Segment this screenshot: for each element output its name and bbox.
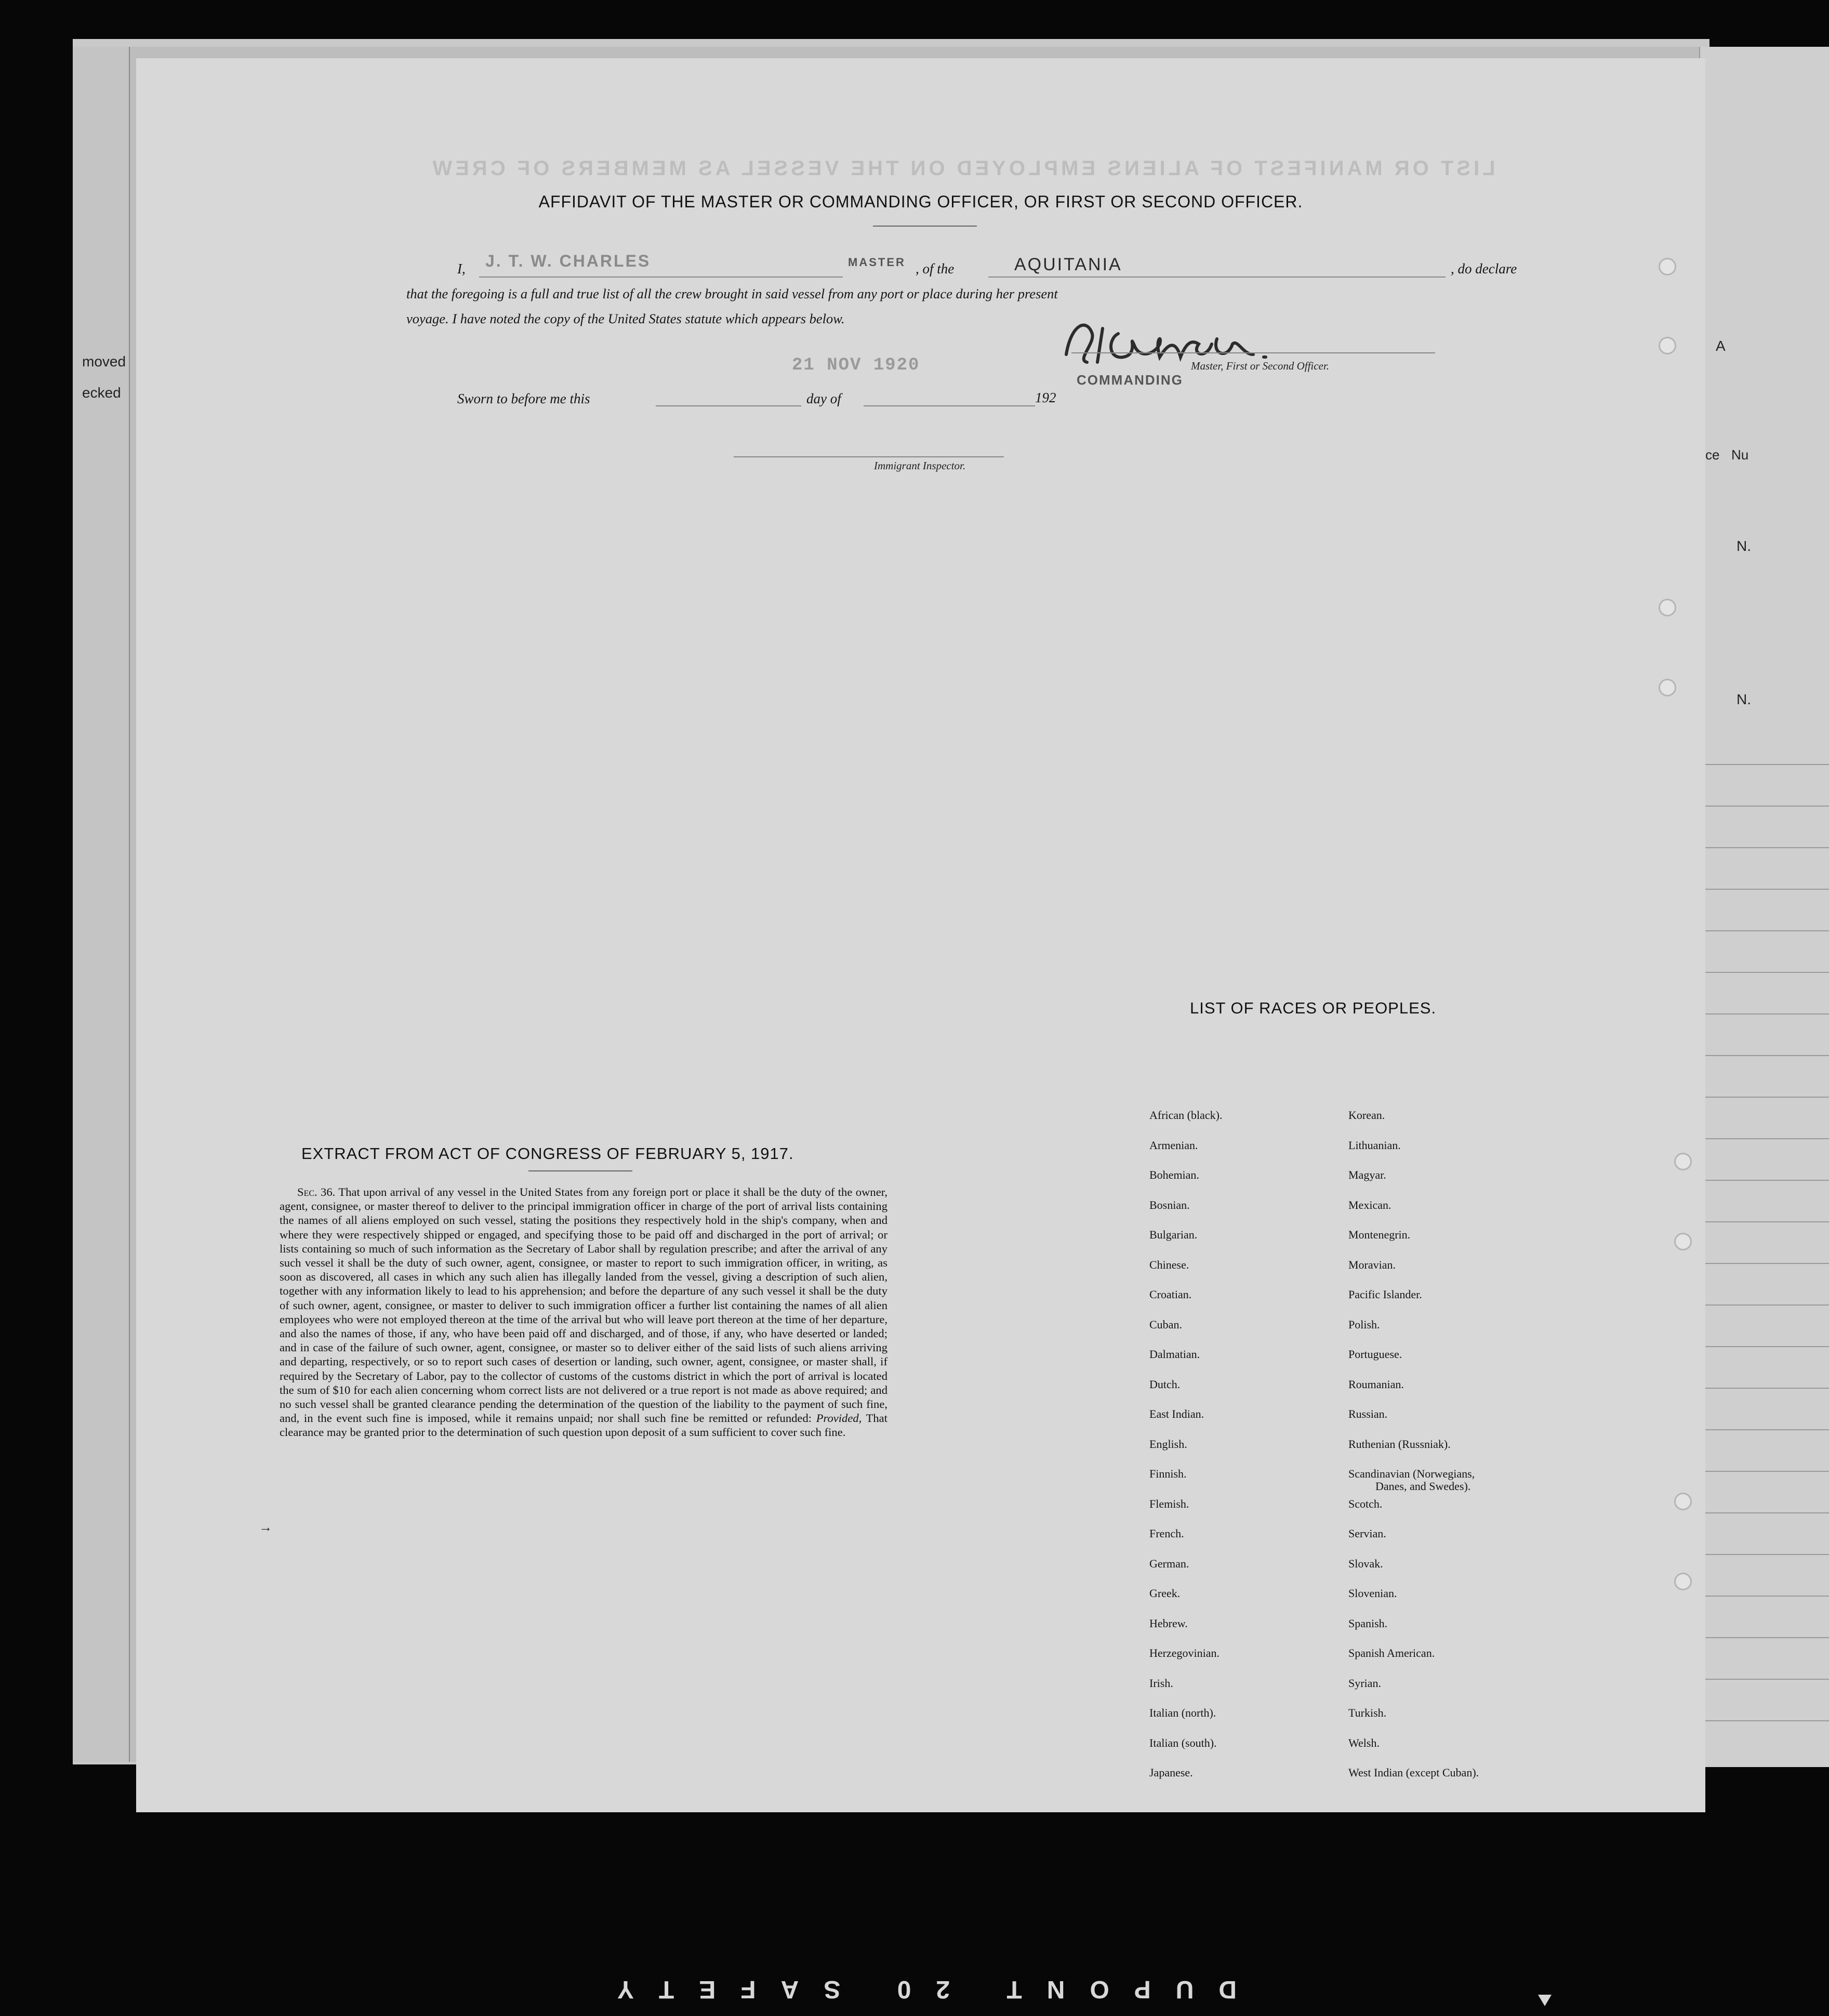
race-item: Welsh.	[1348, 1736, 1380, 1749]
race-item: Magyar.	[1348, 1168, 1386, 1181]
race-item: Pacific Islander.	[1348, 1288, 1422, 1301]
race-item: Spanish American.	[1348, 1646, 1435, 1659]
punch-hole	[1674, 1493, 1692, 1510]
margin-arrow-icon: →	[259, 1520, 272, 1535]
grid-line	[1700, 1097, 1829, 1098]
race-item: Ruthenian (Russniak).	[1348, 1438, 1451, 1451]
role-stamp: MASTER	[848, 256, 906, 269]
left-margin-snippet: ecked	[82, 385, 121, 401]
do-declare-text: , do declare	[1451, 261, 1517, 276]
race-item: Herzegovinian.	[1149, 1646, 1220, 1659]
affidavit-line-3: voyage. I have noted the copy of the United States statute which appears below.	[406, 311, 845, 326]
sworn-day-line	[656, 405, 801, 406]
race-item: Lithuanian.	[1348, 1139, 1401, 1152]
race-item: Irish.	[1149, 1677, 1173, 1690]
grid-line	[1700, 1055, 1829, 1056]
race-item: Roumanian.	[1348, 1378, 1404, 1391]
race-item: Italian (south).	[1149, 1736, 1217, 1749]
master-name-stamp: J. T. W. CHARLES	[485, 252, 651, 270]
race-item: Flemish.	[1149, 1497, 1189, 1510]
race-item: Armenian.	[1149, 1139, 1198, 1152]
grid-line	[1700, 1679, 1829, 1680]
grid-line	[1700, 1180, 1829, 1181]
vessel-name: AQUITANIA	[1014, 255, 1122, 274]
race-item: Scotch.	[1348, 1497, 1383, 1510]
grid-line	[1700, 1471, 1829, 1472]
race-item: Slovenian.	[1348, 1587, 1397, 1600]
grid-line	[1700, 1305, 1829, 1306]
title-rule	[873, 226, 977, 227]
signature-line	[1071, 352, 1435, 353]
punch-hole	[1659, 337, 1676, 354]
right-margin-snippet: N.	[1737, 538, 1751, 554]
right-margin-snippet: ce	[1705, 447, 1720, 463]
extract-text-part-1: That upon arrival of any vessel in the United States from any foreign port or place it shall be the duty of the owner, agent, consignee, or master thereof to deliver to the principal immigration officer in charge of the port of arrival lists containing the names of all aliens employed on such vessel, stating the positions they respectively hold in the ship's company, when and where they were respectively shipped or engaged, and specifying those to be paid off and discharged in the port of arrival; or lists containing so much of such information as the Secretary of Labor shall by regulation prescribe; and after the arrival of any such vessel it shall be the duty of such owner, agent, consignee, or master to report to such immigration officer, in writing, as soon as discovered, all cases in which any such alien has illegally landed from the vessel, giving a description of such alien, together with any information likely to lead to his apprehension; and before the departure of any such vessel it shall be the duty of such owner, agent, consignee, or master to deliver to such immigration officer a further list containing the names of all alien employees who were not employed thereon at the time of the arrival but who will leave port thereon at the time of her departure, and also the names of those, if any, who have been paid off and discharged, and of those, if any, who have deserted or landed; and in case of the failure of such owner, agent, consignee, or master so to deliver either of the said lists of such aliens arriving and departing, respectively, or so to report such cases of desertion or landing, such owner, agent, consignee, or master shall, if required by the Secretary of Labor, pay to the collector of customs of the customs district in which the port of arrival is located the sum of $10 for each alien concerning whom correct lists are not delivered or a true report is not made as above required; and no such vessel shall be granted clearance pending the determination of the question of the liability to the payment of such fine, and, in the event such fine is imposed, while it remains unpaid; nor shall such fine be remitted or refunded:	[280, 1185, 887, 1425]
grid-line	[1700, 1388, 1829, 1389]
grid-line	[1700, 1720, 1829, 1721]
title-rule	[528, 1170, 632, 1171]
name-fill-line	[479, 276, 843, 278]
race-item: Greek.	[1149, 1587, 1181, 1600]
races-title: LIST OF RACES OR PEOPLES.	[1190, 999, 1437, 1017]
race-item: Scandinavian (Norwegians,	[1348, 1467, 1475, 1480]
race-item: German.	[1149, 1557, 1189, 1570]
race-item: English.	[1149, 1438, 1187, 1451]
race-item: East Indian.	[1149, 1407, 1204, 1420]
race-item: Cuban.	[1149, 1318, 1182, 1331]
grid-line	[1700, 972, 1829, 973]
grid-line	[1700, 1013, 1829, 1014]
commanding-stamp: COMMANDING	[1077, 372, 1183, 388]
grid-line	[1700, 1346, 1829, 1347]
race-item: Dutch.	[1149, 1378, 1181, 1391]
race-item: Spanish.	[1348, 1617, 1388, 1630]
race-item: Polish.	[1348, 1318, 1380, 1331]
grid-line	[1700, 1512, 1829, 1513]
race-item: Bulgarian.	[1149, 1228, 1198, 1241]
sworn-month-line	[864, 405, 1035, 406]
punch-hole	[1659, 258, 1676, 275]
day-of-text: day of	[806, 391, 841, 406]
race-item: Portuguese.	[1348, 1348, 1402, 1361]
race-item: Croatian.	[1149, 1288, 1192, 1301]
right-margin-snippet: N.	[1737, 691, 1751, 707]
race-item: Moravian.	[1348, 1258, 1396, 1271]
race-item: Turkish.	[1348, 1706, 1387, 1719]
vessel-fill-line	[988, 276, 1446, 278]
right-margin-page	[1699, 47, 1829, 1767]
affidavit-title: AFFIDAVIT OF THE MASTER OR COMMANDING OFFICER, OR FIRST OR SECOND OFFICER.	[538, 192, 1303, 211]
race-item: Servian.	[1348, 1527, 1386, 1540]
grid-line	[1700, 1429, 1829, 1430]
bleed-through-header: LIST OR MANIFEST OF ALIENS EMPLOYED ON THE VESSEL AS MEMBERS OF CREW	[429, 157, 1495, 180]
race-item: Hebrew.	[1149, 1617, 1188, 1630]
affidavit-line-2: that the foregoing is a full and true list of all the crew brought in said vessel from any port or place during her present	[406, 286, 1058, 301]
race-item: Italian (north).	[1149, 1706, 1216, 1719]
year-prefix: 192	[1035, 390, 1056, 405]
race-item: Bosnian.	[1149, 1198, 1190, 1211]
right-margin-snippet: Nu	[1731, 447, 1749, 463]
race-item: Finnish.	[1149, 1467, 1187, 1480]
provided-label: Provided,	[816, 1412, 862, 1425]
race-item: West Indian (except Cuban).	[1348, 1766, 1479, 1779]
race-item: Korean.	[1348, 1109, 1385, 1122]
extract-title: EXTRACT FROM ACT OF CONGRESS OF FEBRUARY 5, 1917.	[301, 1144, 794, 1163]
grid-line	[1700, 1637, 1829, 1638]
grid-line	[1700, 1596, 1829, 1597]
grid-line	[1700, 1138, 1829, 1139]
race-item: French.	[1149, 1527, 1184, 1540]
punch-hole	[1674, 1573, 1692, 1590]
grid-line	[1700, 889, 1829, 890]
date-received-stamp: 21 NOV 1920	[792, 355, 920, 375]
race-item: Syrian.	[1348, 1677, 1381, 1690]
film-edge-triangle-icon	[1538, 1995, 1552, 2008]
punch-hole	[1659, 599, 1676, 616]
grid-line	[1700, 1221, 1829, 1222]
grid-line	[1700, 1263, 1829, 1264]
signature-caption: Master, First or Second Officer.	[1191, 360, 1329, 372]
right-margin-snippet: A	[1716, 338, 1726, 354]
grid-line	[1700, 764, 1829, 765]
film-edge-marking: DUPONT 20 SAFETY	[592, 1975, 1237, 2003]
manifest-page	[136, 58, 1705, 1812]
race-item: Mexican.	[1348, 1198, 1391, 1211]
race-item: Chinese.	[1149, 1258, 1189, 1271]
left-margin-strip	[73, 47, 130, 1762]
inspector-caption: Immigrant Inspector.	[874, 459, 966, 472]
inspector-line	[734, 456, 1004, 457]
race-item: Dalmatian.	[1149, 1348, 1200, 1361]
race-item: Slovak.	[1348, 1557, 1383, 1570]
extract-body	[280, 1185, 887, 1440]
affidavit-i: I,	[457, 261, 466, 276]
race-item-continuation: Danes, and Swedes).	[1375, 1480, 1471, 1493]
sworn-text: Sworn to before me this	[457, 391, 590, 406]
race-item: Russian.	[1348, 1407, 1388, 1420]
left-margin-snippet: moved	[82, 353, 126, 370]
extract-text-part-2: That clearance may be granted prior to the determination of such question upon deposit of a sum sufficient to cover such fine.	[280, 1412, 887, 1439]
grid-line	[1700, 930, 1829, 931]
race-item: African (black).	[1149, 1109, 1223, 1122]
grid-line	[1700, 847, 1829, 848]
race-item: Japanese.	[1149, 1766, 1193, 1779]
punch-hole	[1674, 1233, 1692, 1250]
of-the-text: , of the	[916, 261, 955, 276]
grid-line	[1700, 806, 1829, 807]
race-item: Montenegrin.	[1348, 1228, 1411, 1241]
punch-hole	[1674, 1153, 1692, 1170]
race-item: Bohemian.	[1149, 1168, 1199, 1181]
section-label: Sec. 36.	[297, 1185, 336, 1198]
grid-line	[1700, 1554, 1829, 1555]
punch-hole	[1659, 679, 1676, 696]
